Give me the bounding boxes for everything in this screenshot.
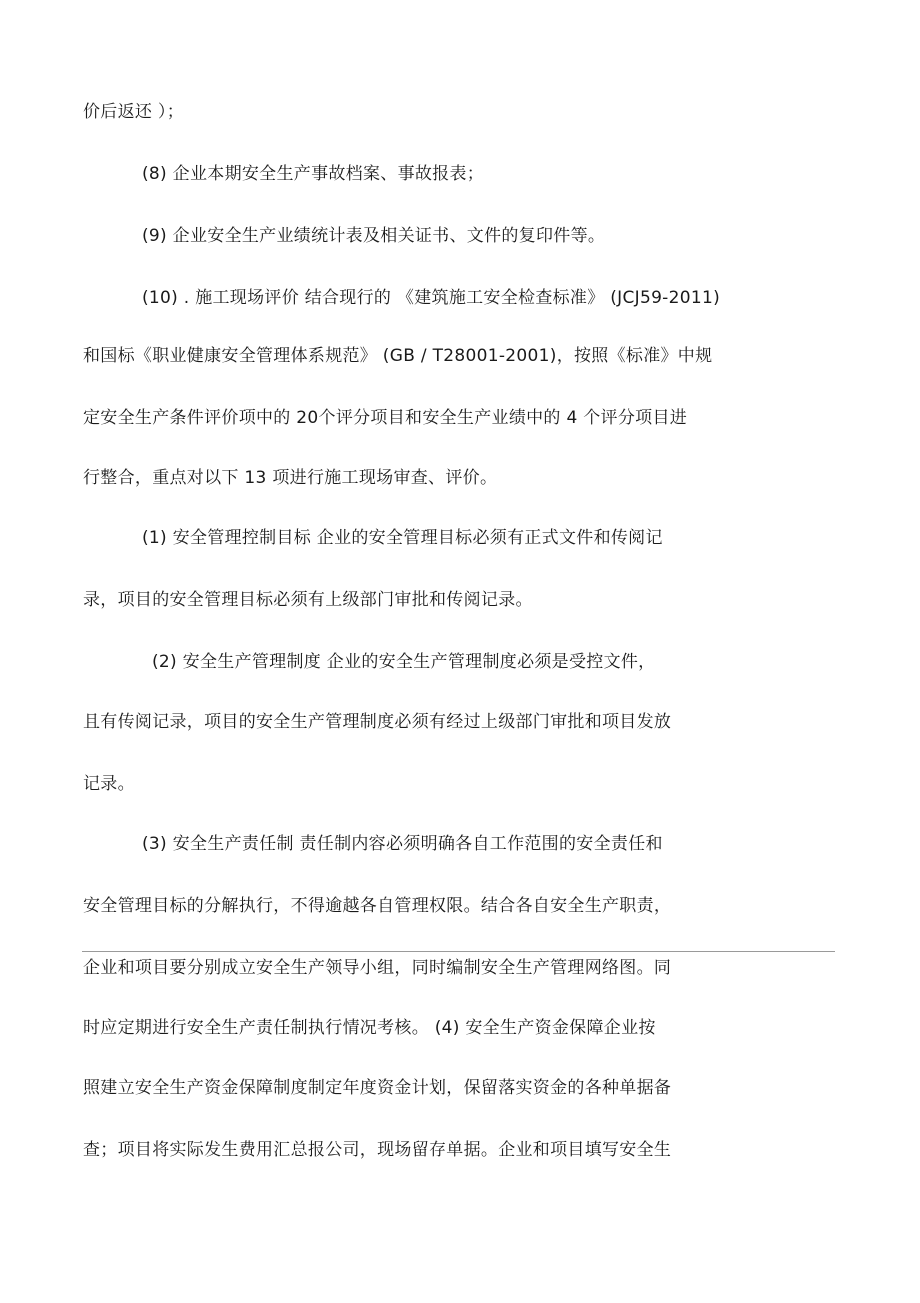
text-line: 照建立安全生产资金保障制度制定年度资金计划，保留落实资金的各种单据备 (83, 1078, 672, 1098)
text-line: 且有传阅记录，项目的安全生产管理制度必须有经过上级部门审批和项目发放 (83, 712, 672, 732)
text-line: 录，项目的安全管理目标必须有上级部门审批和传阅记录。 (83, 590, 533, 610)
text-line: (3) 安全生产责任制 责任制内容必须明确各自工作范围的安全责任和 (142, 834, 663, 854)
text-line: 定安全生产条件评价项中的 20个评分项目和安全生产业绩中的 4 个评分项目进 (83, 408, 688, 428)
text-line: 和国标《职业健康安全管理体系规范》 (GB / T28001-2001)，按照《标准》中规 (83, 346, 713, 366)
text-line: 时应定期进行安全生产责任制执行情况考核。 (4) 安全生产资金保障企业按 (83, 1018, 656, 1038)
horizontal-divider (82, 951, 835, 952)
text-line: 查；项目将实际发生费用汇总报公司，现场留存单据。企业和项目填写安全生 (83, 1140, 672, 1160)
text-line: 记录。 (83, 774, 135, 794)
text-line: 行整合，重点对以下 13 项进行施工现场审查、评价。 (83, 468, 498, 488)
text-line: (10) . 施工现场评价 结合现行的 《建筑施工安全检查标准》 (JCJ59-2011) (142, 288, 721, 308)
text-line: 价后返还 ）； (83, 102, 185, 122)
text-line: 安全管理目标的分解执行，不得逾越各自管理权限。结合各自安全生产职责， (83, 896, 672, 916)
text-line: 企业和项目要分别成立安全生产领导小组，同时编制安全生产管理网络图。同 (83, 958, 672, 978)
text-line: (9) 企业安全生产业绩统计表及相关证书、文件的复印件等。 (142, 226, 606, 246)
text-line: (1) 安全管理控制目标 企业的安全管理目标必须有正式文件和传阅记 (142, 528, 663, 548)
text-line: (8) 企业本期安全生产事故档案、事故报表； (142, 164, 485, 184)
text-line: (2) 安全生产管理制度 企业的安全生产管理制度必须是受控文件， (152, 652, 656, 672)
